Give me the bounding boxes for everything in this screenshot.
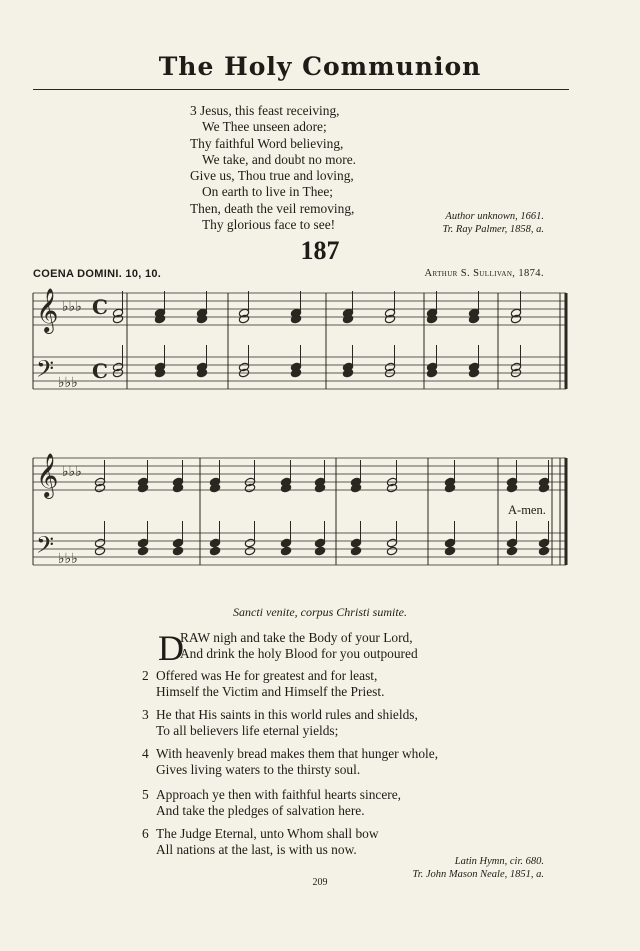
translator-credit: Tr. John Mason Neale, 1851, a. [412, 868, 544, 880]
hymn-number: 187 [300, 236, 340, 265]
note-head [314, 538, 325, 548]
stanza-number: 6 [142, 826, 149, 841]
verse-line: 3 Jesus, this feast receiving, [190, 103, 340, 118]
drop-cap: D [158, 628, 184, 668]
stanza-5 [142, 787, 401, 819]
translator-credit: Tr. Ray Palmer, 1858, a. [442, 224, 544, 235]
stanza-number: 3 [142, 707, 149, 722]
verse-line: We Thee unseen adore; [202, 119, 327, 135]
bar-lines [33, 293, 566, 565]
source-credit: Latin Hymn, cir. 680. [454, 856, 544, 867]
note-head [350, 546, 361, 556]
common-time-icon: C [92, 295, 108, 319]
flat-sign-icon: ♭♭♭ [62, 299, 82, 315]
flat-sign-icon: ♭♭♭ [58, 551, 78, 567]
stanza-line: Approach ye then with faithful hearts sincere, [156, 787, 402, 802]
verse-line: We take, and doubt no more. [202, 151, 356, 167]
stanza-4 [142, 746, 438, 778]
stanza-line: All nations at the last, is with us now. [156, 842, 357, 857]
stanza-6 [142, 826, 379, 858]
verse-line: Thy faithful Word believing, [190, 135, 344, 151]
composer-credit: Arthur S. Sullivan, 1874. [424, 268, 544, 279]
notes [94, 291, 549, 556]
staff-lines [33, 293, 566, 565]
note-head [137, 538, 148, 548]
stanza-line: With heavenly bread makes them that hunger whole, [156, 746, 439, 761]
note-head [94, 546, 105, 556]
note-head [280, 538, 291, 548]
stanza-3 [142, 707, 418, 739]
note-head [280, 546, 291, 556]
note-head [137, 546, 148, 556]
stanza-line: He that His saints in this world rules and shields, [156, 707, 418, 722]
note-head [444, 538, 455, 548]
note-head [314, 546, 325, 556]
verse-line: Give us, Thou true and loving, [190, 168, 354, 184]
note-head [244, 546, 255, 556]
note-head [209, 546, 220, 556]
treble-clef-icon: 𝄞 [36, 288, 59, 332]
stanza-line: And take the pledges of salvation here. [156, 803, 365, 818]
page-number: 209 [312, 877, 328, 888]
verse-line: On earth to live in Thee; [202, 184, 334, 200]
stanza-line: Gives living waters to the thirsty soul. [156, 762, 361, 777]
stanza-line: And drink the holy Blood for you outpoured [180, 646, 418, 661]
stanza-line: To all believers life eternal yields; [156, 723, 339, 738]
stanza-line: Offered was He for greatest and for least, [156, 668, 378, 683]
note-head [538, 538, 549, 548]
page-title: The Holy Communion [158, 52, 482, 81]
bass-clef-icon: 𝄢 [36, 531, 55, 564]
tune-name: COENA DOMINI. 10, 10. [33, 268, 162, 280]
note-head [209, 538, 220, 548]
note-head [386, 546, 397, 556]
stanza-1 [158, 628, 418, 668]
stanza-line: The Judge Eternal, unto Whom shall bow [156, 826, 379, 841]
verse-line: Then, death the veil removing, [190, 200, 355, 216]
author-credit: Author unknown, 1661. [445, 211, 544, 222]
amen-label: A-men. [508, 503, 546, 517]
note-head [94, 538, 105, 548]
stanza-line: Himself the Victim and Himself the Priest. [156, 684, 385, 699]
note-head [444, 546, 455, 556]
stanza-number: 4 [142, 746, 149, 761]
note-head [244, 538, 255, 548]
flat-sign-icon: ♭♭♭ [62, 464, 82, 480]
note-head [506, 538, 517, 548]
bass-clef-icon: 𝄢 [36, 355, 55, 388]
common-time-icon: C [92, 359, 108, 383]
verse-line: Thy glorious face to see! [202, 217, 336, 233]
note-head [538, 546, 549, 556]
treble-clef-icon: 𝄞 [36, 453, 59, 497]
note-head [172, 538, 183, 548]
stanza-2 [142, 668, 384, 700]
flat-sign-icon: ♭♭♭ [58, 375, 78, 391]
note-head [172, 546, 183, 556]
hymn-motto: Sancti venite, corpus Christi sumite. [233, 605, 407, 619]
note-head [506, 546, 517, 556]
stanza-number: 2 [142, 668, 149, 683]
clefs [36, 288, 108, 567]
note-head [350, 538, 361, 548]
stanza-line: RAW nigh and take the Body of your Lord, [180, 630, 413, 645]
stanza-number: 5 [142, 787, 149, 802]
note-head [386, 538, 397, 548]
